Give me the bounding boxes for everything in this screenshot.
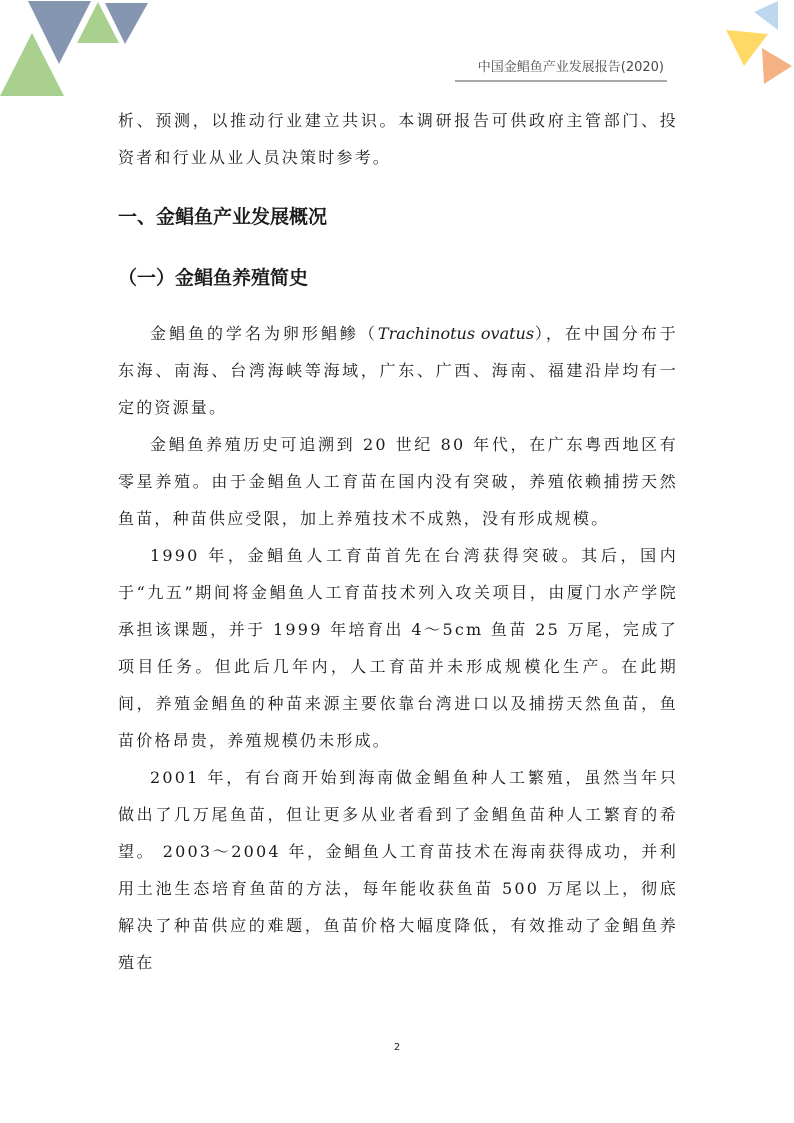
- page-number: 2: [393, 1042, 401, 1053]
- header-decoration-left: [0, 0, 200, 100]
- yellow-triangle: [726, 30, 768, 66]
- scientific-name: Trachinotus ovatus: [377, 324, 535, 343]
- paragraph-history: 金鲳鱼养殖历史可追溯到 20 世纪 80 年代，在广东粤西地区有零星养殖。由于金鲳鱼人工育苗在国内没有突破，养殖依赖捕捞天然鱼苗，种苗供应受限，加上养殖技术不成熟，没有形成规模。: [118, 435, 678, 528]
- paragraph-scientific-name: [118, 315, 678, 426]
- orange-triangle: [762, 48, 792, 84]
- lightblue-triangle: [754, 1, 778, 30]
- paragraph-2001: 2001 年，有台商开始到海南做金鲳鱼种人工繁殖，虽然当年只做出了几万尾鱼苗，但让更多从业者看到了金鲳鱼苗种人工繁育的希望。 2003～2004 年，金鲳鱼人工育苗技术在海南获得成功，并利用土池生态培育鱼苗的方法，每年能收获鱼苗 500 万尾以上，彻底解决了种苗供应的难题，鱼苗价格大幅度降低，有效推动了金鲳鱼养殖在: [118, 768, 678, 972]
- paragraph-text: ），在中国分布于东海、南海、台湾海峡等海域，广东、广西、海南、福建沿岸均有一定的资源量。: [118, 324, 679, 417]
- document-body: [118, 100, 678, 981]
- subsection-heading: （一）金鲳鱼养殖简史: [118, 267, 309, 289]
- section-heading: 一、金鲳鱼产业发展概况: [118, 206, 328, 228]
- paragraph-1990: 1990 年，金鲳鱼人工育苗首先在台湾获得突破。其后，国内于“九五”期间将金鲳鱼人工育苗技术列入攻关项目，由厦门水产学院承担该课题，并于 1999 年培育出 4～5cm 鱼苗 25 万尾，完成了项目任务。但此后几年内，人工育苗并未形成规模化生产。在此期间，养殖金鲳鱼的种苗来源主要依靠台湾进口以及捕捞天然鱼苗，鱼苗价格昂贵，养殖规模仍未形成。: [118, 546, 678, 750]
- paragraph-text: 金鲳鱼的学名为卵形鲳鲹（: [150, 324, 378, 343]
- header-divider: [455, 80, 667, 82]
- running-header-title: 中国金鲳鱼产业发展报告(2020): [477, 60, 664, 75]
- intro-paragraph: 析、预测，以推动行业建立共识。本调研报告可供政府主管部门、投资者和行业从业人员决策时参考。: [118, 111, 678, 167]
